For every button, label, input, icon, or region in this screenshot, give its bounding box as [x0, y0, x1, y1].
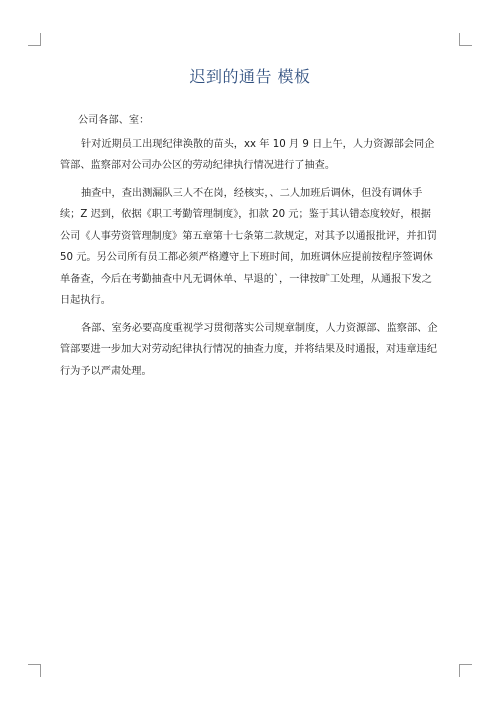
corner-mark-top-left	[28, 33, 41, 46]
corner-mark-bottom-right	[459, 664, 472, 677]
corner-mark-bottom-left	[28, 664, 41, 677]
paragraph-3: 各部、室务必要高度重视学习贯彻落实公司规章制度，人力资源部、监察部、企管部要进一步加大对劳动纪律执行情况的抽查力度，并将结果及时通报，对违章违纪行为予以严肃处理。	[60, 322, 438, 377]
salutation: 公司各部、室：	[78, 115, 150, 126]
document-body	[60, 110, 440, 382]
corner-mark-top-right	[459, 33, 472, 46]
document-title: 迟到的通告 模板	[189, 67, 311, 86]
paragraph-1: 针对近期员工出现纪律涣散的苗头，xx 年 10 月 9 日上午，人力资源部会同企管部、监察部对公司办公区的劳动纪律执行情况进行了抽查。	[60, 138, 435, 171]
paragraph-2: 抽查中，查出测漏队三人不在岗，经核实，、二人加班后调休，但没有调休手续；Z 迟到，依据《职工考勤管理制度》，扣款 20 元；鉴于其认错态度较好，根据公司《人事劳资管理制度》第五章第十七条第二款规定，对其予以通报批评，并扣罚 50 元。另公司所有员工都必须严格遵守上下班时间，加班调休应提前按程序签调休单备查，今后在考勤抽查中凡无调休单、早退的`，一律按旷工处理，从通报下发之日起执行。	[60, 187, 437, 306]
